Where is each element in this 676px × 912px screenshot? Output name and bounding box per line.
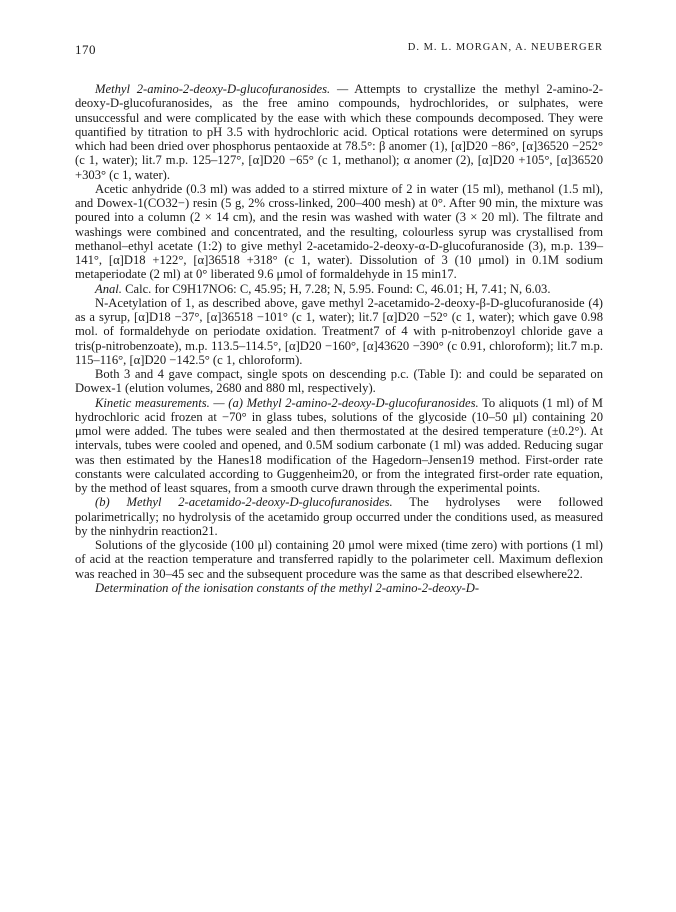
paragraph (75, 581, 603, 595)
paragraph-text: N-Acetylation of 1, as described above, gave methyl 2-acetamido-2-deoxy-β-D-glucofuranoside (4) as a syrup, [α]D18 −37°, [α]36518 −101° (c 1, water); lit.7 [α]D20 −52° (c 1, water); which gave 0.98 mol. of formaldehyde on periodate oxidation. Treatment7 of 4 with p-nitrobenzoyl chloride gave a tris(p-nitrobenzoate), m.p. 113.5–114.5°, [α]D20 −160°, [α]43620 −390° (c 0.91, chloroform); lit.7 m.p. 115–116°, [α]D20 −142.5° (c 1, chloroform). (75, 295, 603, 367)
paragraph-text: The hydrolyses were followed polarimetrically; no hydrolysis of the acetamido group occurred under the conditions used, as measured by the ninhydrin reaction21. (75, 495, 603, 538)
paragraph (75, 182, 603, 282)
paragraph-text: Solutions of the glycoside (100 μl) containing 20 μmol were mixed (time zero) with portions (1 ml) of acid at the reaction temperature and transferred rapidly to the polarimeter cell. Maximum deflexion was reached in 30–45 sec and the subsequent procedure was the same as that described elsewhere22. (75, 538, 603, 581)
paragraph-text: Calc. for C9H17NO6: C, 45.95; H, 7.28; N, 5.95. Found: C, 46.01; H, 7.41; N, 6.03. (121, 281, 551, 296)
paragraph (75, 495, 603, 538)
paragraph (75, 396, 603, 496)
paragraph-heading: Anal. (95, 281, 122, 296)
paragraph (75, 367, 603, 396)
paragraph-heading: Determination of the ionisation constants of the methyl 2-amino-2-deoxy-D- (95, 580, 480, 595)
paragraph-heading: Methyl 2-amino-2-deoxy-D-glucofuranosides. — (95, 82, 349, 96)
paragraph-text: Acetic anhydride (0.3 ml) was added to a stirred mixture of 2 in water (15 ml), methanol (1.5 ml), and Dowex-1(CO32−) resin (5 g, 2% cross-linked, 200–400 mesh) at 0°. After 90 min, the mixture was poured into a column (2 × 14 cm), and the resin was washed with water (3 × 20 ml). The filtrate and washings were combined and concentrated, and the resulting, colourless syrup was crystallised from methanol–ethyl acetate (1:2) to give methyl 2-acetamido-2-deoxy-α-D-glucofuranoside (3), m.p. 139–141°, [α]D18 +122°, [α]36518 +318° (c 1, water). Dissolution of 3 (10 μmol) in 0.1M sodium metaperiodate (2 ml) at 0° liberated 9.6 μmol of formaldehyde in 15 min17. (75, 181, 603, 282)
paragraph-text: To aliquots (1 ml) of M hydrochloric acid frozen at −70° in glass tubes, solutions of the glycoside (10–50 μl) containing 20 μmol were added. The tubes were sealed and then thermostated at the desired temperature (±0.2°). At intervals, tubes were cooled and opened, and 0.5M sodium carbonate (1 ml) was added. Reducing sugar was then estimated by the Hanes18 modification of the Hagedorn–Jensen19 method. First-order rate constants were calculated according to Guggenheim20, or from the integrated first-order rate equation, by the method of least squares, from a smooth curve drawn through the experimental points. (75, 395, 603, 495)
paragraph-heading: (b) Methyl 2-acetamido-2-deoxy-D-glucofuranosides. (95, 495, 393, 510)
paragraph (75, 282, 603, 296)
paragraph-text: Both 3 and 4 gave compact, single spots on descending p.c. (Table I): and could be separated on Dowex-1 (elution volumes, 2680 and 880 ml, respectively). (75, 367, 603, 396)
page-number: 170 (75, 42, 96, 57)
running-head: D. M. L. MORGAN, A. NEUBERGER (407, 42, 603, 53)
page-header (75, 42, 603, 62)
paragraph (75, 538, 603, 581)
paragraph-heading: Kinetic measurements. — (a) Methyl 2-amino-2-deoxy-D-glucofuranosides. (95, 395, 479, 410)
paragraph (75, 82, 603, 182)
paragraph (75, 296, 603, 367)
body-text (75, 82, 603, 595)
paragraph-text: Attempts to crystallize the methyl 2-amino-2-deoxy-D-glucofuranosides, as the free amino compounds, hydrochlorides, or sulphates, were unsuccessful and were complicated by the ease with which these compounds decomposed. They were quantified by titration to pH 3.5 with hydrochloric acid. Optical rotations were determined on syrups which had been dried over phosphorus pentaoxide at 78.5°: β anomer (1), [α]D20 −86°, [α]36520 −252° (c 1, water); lit.7 m.p. 125–127°, [α]D20 −65° (c 1, methanol); α anomer (2), [α]D20 +105°, [α]36520 +303° (c 1, water). (75, 82, 603, 182)
